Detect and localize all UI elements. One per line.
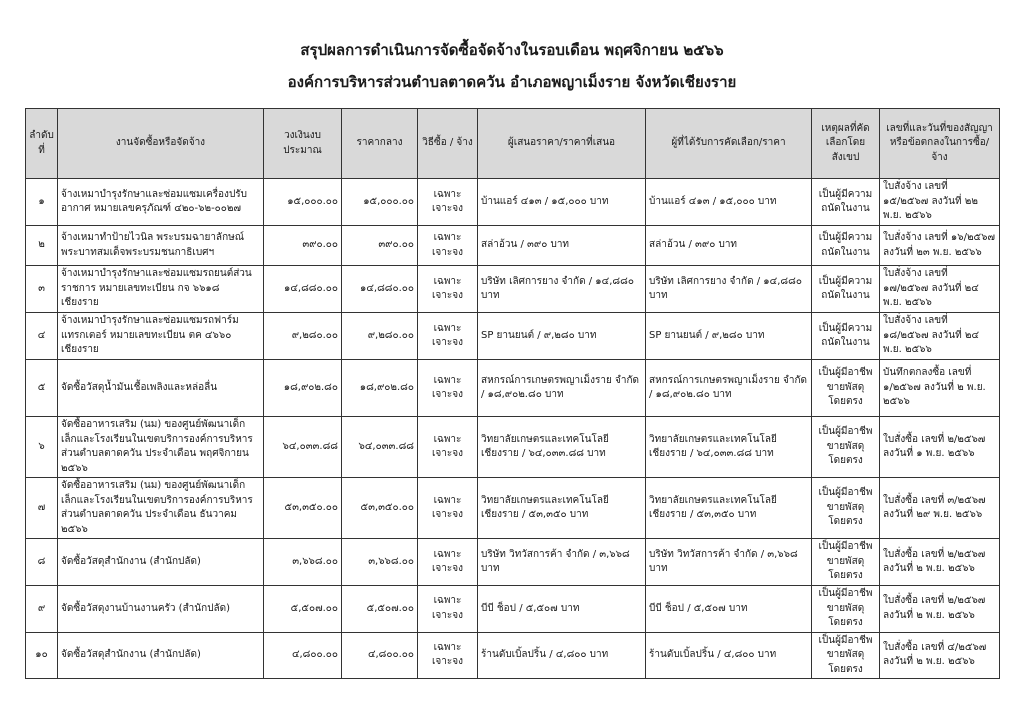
- cell-reason: เป็นผู้มีอาชีพขายพัสดุโดยตรง: [812, 417, 880, 478]
- cell-no: ๒: [26, 226, 58, 266]
- cell-winner: บีบี ช็อป / ๕,๕๐๗ บาท: [646, 586, 812, 633]
- table-row: [26, 360, 1000, 417]
- cell-no: ๘: [26, 539, 58, 586]
- cell-work: จัดซื้อวัสดุงานบ้านงานครัว (สำนักปลัด): [58, 586, 264, 633]
- cell-median-price: ๕,๕๐๗.๐๐: [342, 586, 418, 633]
- header-work: งานจัดซื้อหรือจัดจ้าง: [58, 109, 264, 179]
- cell-median-price: ๙,๒๘๐.๐๐: [342, 313, 418, 360]
- cell-no: ๓: [26, 266, 58, 313]
- cell-reason: เป็นผู้มีอาชีพขายพัสดุโดยตรง: [812, 360, 880, 417]
- cell-budget: ๔,๘๐๐.๐๐: [264, 632, 342, 679]
- cell-work: จัดซื้อวัสดุน้ำมันเชื้อเพลิงและหล่อลื่น: [58, 360, 264, 417]
- cell-bidders: วิทยาลัยเกษตรและเทคโนโลยีเชียงราย / ๕๓,๓๕๐ บาท: [478, 478, 646, 539]
- header-median-price: ราคากลาง: [342, 109, 418, 179]
- table-row: [26, 417, 1000, 478]
- cell-work: จัดซื้อวัสดุสำนักงาน (สำนักปลัด): [58, 539, 264, 586]
- cell-median-price: ๓๙๐.๐๐: [342, 226, 418, 266]
- cell-no: ๔: [26, 313, 58, 360]
- table-row: [26, 586, 1000, 633]
- cell-budget: ๑๕,๐๐๐.๐๐: [264, 179, 342, 226]
- cell-reason: เป็นผู้มีอาชีพขายพัสดุโดยตรง: [812, 632, 880, 679]
- table-row: [26, 632, 1000, 679]
- cell-contract: ใบสั่งซื้อ เลขที่ ๒/๒๕๖๗ ลงวันที่ ๒ พ.ย. ๒๕๖๖: [880, 539, 1000, 586]
- cell-bidders: บีบี ช็อป / ๕,๕๐๗ บาท: [478, 586, 646, 633]
- cell-winner: สล่าอ้วน / ๓๙๐ บาท: [646, 226, 812, 266]
- cell-reason: เป็นผู้มีความถนัดในงาน: [812, 179, 880, 226]
- cell-median-price: ๕๓,๓๕๐.๐๐: [342, 478, 418, 539]
- cell-method: เฉพาะเจาะจง: [418, 586, 478, 633]
- cell-contract: ใบสั่งจ้าง เลขที่ ๑๕/๒๕๖๗ ลงวันที่ ๒๒ พ.ย. ๒๕๖๖: [880, 179, 1000, 226]
- cell-reason: เป็นผู้มีอาชีพขายพัสดุโดยตรง: [812, 539, 880, 586]
- header-method: วิธีซื้อ / จ้าง: [418, 109, 478, 179]
- cell-work: จัดซื้ออาหารเสริม (นม) ของศูนย์พัฒนาเด็กเล็กและโรงเรียนในเขตบริการองค์การบริหารส่วนตำบลตาดควัน ประจำเดือน พฤศจิกายน ๒๕๖๖: [58, 417, 264, 478]
- cell-no: ๕: [26, 360, 58, 417]
- cell-winner: SP ยานยนต์ / ๙,๒๘๐ บาท: [646, 313, 812, 360]
- cell-bidders: สหกรณ์การเกษตรพญาเม็งราย จำกัด / ๑๘,๙๐๒.๘๐ บาท: [478, 360, 646, 417]
- cell-winner: บริษัท วิทวัสการค้า จำกัด / ๓,๖๖๘ บาท: [646, 539, 812, 586]
- cell-reason: เป็นผู้มีความถนัดในงาน: [812, 313, 880, 360]
- cell-work: จัดซื้อวัสดุสำนักงาน (สำนักปลัด): [58, 632, 264, 679]
- cell-bidders: สล่าอ้วน / ๓๙๐ บาท: [478, 226, 646, 266]
- cell-budget: ๖๔,๐๓๓.๘๘: [264, 417, 342, 478]
- header-no: ลำดับที่: [26, 109, 58, 179]
- cell-median-price: ๑๕,๐๐๐.๐๐: [342, 179, 418, 226]
- header-budget: วงเงินงบประมาณ: [264, 109, 342, 179]
- cell-bidders: บริษัท วิทวัสการค้า จำกัด / ๓,๖๖๘ บาท: [478, 539, 646, 586]
- cell-budget: ๙,๒๘๐.๐๐: [264, 313, 342, 360]
- cell-method: เฉพาะเจาะจง: [418, 632, 478, 679]
- cell-method: เฉพาะเจาะจง: [418, 266, 478, 313]
- cell-contract: ใบสั่งซื้อ เลขที่ ๒/๒๕๖๗ ลงวันที่ ๑ พ.ย. ๒๕๖๖: [880, 417, 1000, 478]
- cell-reason: เป็นผู้มีความถนัดในงาน: [812, 266, 880, 313]
- cell-no: ๑: [26, 179, 58, 226]
- cell-method: เฉพาะเจาะจง: [418, 179, 478, 226]
- cell-contract: ใบสั่งซื้อ เลขที่ ๒/๒๕๖๗ ลงวันที่ ๒ พ.ย. ๒๕๖๖: [880, 586, 1000, 633]
- cell-method: เฉพาะเจาะจง: [418, 226, 478, 266]
- table-header-row: [26, 109, 1000, 179]
- cell-winner: บ้านแอร์ ๔๑๓ / ๑๕,๐๐๐ บาท: [646, 179, 812, 226]
- table-row: [26, 478, 1000, 539]
- table-row: [26, 226, 1000, 266]
- cell-contract: บันทึกตกลงซื้อ เลขที่ ๑/๒๕๖๗ ลงวันที่ ๒ พ.ย. ๒๕๖๖: [880, 360, 1000, 417]
- cell-no: ๖: [26, 417, 58, 478]
- cell-contract: ใบสั่งจ้าง เลขที่ ๑๗/๒๕๖๗ ลงวันที่ ๒๔ พ.ย. ๒๕๖๖: [880, 266, 1000, 313]
- cell-winner: วิทยาลัยเกษตรและเทคโนโลยีเชียงราย / ๕๓,๓๕๐ บาท: [646, 478, 812, 539]
- document-title: สรุปผลการดำเนินการจัดซื้อจัดจ้างในรอบเดือน พฤศจิกายน ๒๕๖๖: [300, 41, 724, 59]
- procurement-table: [25, 108, 1000, 679]
- cell-contract: ใบสั่งซื้อ เลขที่ ๓/๒๕๖๗ ลงวันที่ ๒๙ พ.ย. ๒๕๖๖: [880, 478, 1000, 539]
- cell-bidders: ร้านดับเบิ้ลปริ้น / ๔,๘๐๐ บาท: [478, 632, 646, 679]
- document-subtitle: องค์การบริหารส่วนตำบลตาดควัน อำเภอพญาเม็งราย จังหวัดเชียงราย: [287, 73, 737, 91]
- cell-work: จัดซื้ออาหารเสริม (นม) ของศูนย์พัฒนาเด็กเล็กและโรงเรียนในเขตบริการองค์การบริหารส่วนตำบลตาดควัน ประจำเดือน ธันวาคม ๒๕๖๖: [58, 478, 264, 539]
- header-reason: เหตุผลที่คัดเลือกโดยสังเขป: [812, 109, 880, 179]
- header-contract: เลขที่และวันที่ของสัญญาหรือข้อตกลงในการซื้อ/จ้าง: [880, 109, 1000, 179]
- cell-median-price: ๔,๘๐๐.๐๐: [342, 632, 418, 679]
- header-winner: ผู้ที่ได้รับการคัดเลือก/ราคา: [646, 109, 812, 179]
- cell-median-price: ๑๔,๘๘๐.๐๐: [342, 266, 418, 313]
- cell-no: ๑๐: [26, 632, 58, 679]
- cell-winner: วิทยาลัยเกษตรและเทคโนโลยีเชียงราย / ๖๔,๐๓๓.๘๘ บาท: [646, 417, 812, 478]
- cell-median-price: ๖๔,๐๓๓.๘๘: [342, 417, 418, 478]
- cell-bidders: วิทยาลัยเกษตรและเทคโนโลยีเชียงราย / ๖๔,๐๓๓.๘๘ บาท: [478, 417, 646, 478]
- table-row: [26, 313, 1000, 360]
- cell-no: ๗: [26, 478, 58, 539]
- cell-method: เฉพาะเจาะจง: [418, 539, 478, 586]
- cell-reason: เป็นผู้มีอาชีพขายพัสดุโดยตรง: [812, 586, 880, 633]
- cell-work: จ้างเหมาบำรุงรักษาและซ่อมแซมรถยนต์ส่วนราชการ หมายเลขทะเบียน กจ ๖๖๑๘ เชียงราย: [58, 266, 264, 313]
- cell-contract: ใบสั่งซื้อ เลขที่ ๔/๒๕๖๗ ลงวันที่ ๒ พ.ย. ๒๕๖๖: [880, 632, 1000, 679]
- cell-work: จ้างเหมาบำรุงรักษาและซ่อมแซมเครื่องปรับอากาศ หมายเลขครุภัณฑ์ ๔๒๐-๖๒-๐๐๒๗: [58, 179, 264, 226]
- cell-budget: ๕,๕๐๗.๐๐: [264, 586, 342, 633]
- cell-median-price: ๓,๖๖๘.๐๐: [342, 539, 418, 586]
- cell-method: เฉพาะเจาะจง: [418, 313, 478, 360]
- cell-median-price: ๑๘,๙๐๒.๘๐: [342, 360, 418, 417]
- cell-work: จ้างเหมาทำป้ายไวนิล พระบรมฉายาลักษณ์ พระบาทสมเด็จพระบรมชนกาธิเบศฯ: [58, 226, 264, 266]
- cell-bidders: บริษัท เลิศการยาง จำกัด / ๑๔,๘๘๐ บาท: [478, 266, 646, 313]
- cell-winner: สหกรณ์การเกษตรพญาเม็งราย จำกัด / ๑๘,๙๐๒.๘๐ บาท: [646, 360, 812, 417]
- table-row: [26, 539, 1000, 586]
- cell-work: จ้างเหมาบำรุงรักษาและซ่อมแซมรถฟาร์มแทรกเตอร์ หมายเลขทะเบียน ตค ๔๖๖๐ เชียงราย: [58, 313, 264, 360]
- cell-reason: เป็นผู้มีความถนัดในงาน: [812, 226, 880, 266]
- cell-method: เฉพาะเจาะจง: [418, 417, 478, 478]
- cell-bidders: SP ยานยนต์ / ๙,๒๘๐ บาท: [478, 313, 646, 360]
- cell-contract: ใบสั่งจ้าง เลขที่ ๑๖/๒๕๖๗ ลงวันที่ ๒๓ พ.ย. ๒๕๖๖: [880, 226, 1000, 266]
- cell-no: ๙: [26, 586, 58, 633]
- cell-bidders: บ้านแอร์ ๔๑๓ / ๑๕,๐๐๐ บาท: [478, 179, 646, 226]
- table-row: [26, 266, 1000, 313]
- cell-budget: ๓,๖๖๘.๐๐: [264, 539, 342, 586]
- cell-budget: ๑๘,๙๐๒.๘๐: [264, 360, 342, 417]
- cell-reason: เป็นผู้มีอาชีพขายพัสดุโดยตรง: [812, 478, 880, 539]
- cell-budget: ๓๙๐.๐๐: [264, 226, 342, 266]
- cell-winner: ร้านดับเบิ้ลปริ้น / ๔,๘๐๐ บาท: [646, 632, 812, 679]
- cell-budget: ๕๓,๓๕๐.๐๐: [264, 478, 342, 539]
- cell-method: เฉพาะเจาะจง: [418, 478, 478, 539]
- cell-winner: บริษัท เลิศการยาง จำกัด / ๑๔,๘๘๐ บาท: [646, 266, 812, 313]
- cell-budget: ๑๔,๘๘๐.๐๐: [264, 266, 342, 313]
- header-bidders: ผู้เสนอราคา/ราคาที่เสนอ: [478, 109, 646, 179]
- table-row: [26, 179, 1000, 226]
- cell-contract: ใบสั่งจ้าง เลขที่ ๑๘/๒๕๖๗ ลงวันที่ ๒๔ พ.ย. ๒๕๖๖: [880, 313, 1000, 360]
- cell-method: เฉพาะเจาะจง: [418, 360, 478, 417]
